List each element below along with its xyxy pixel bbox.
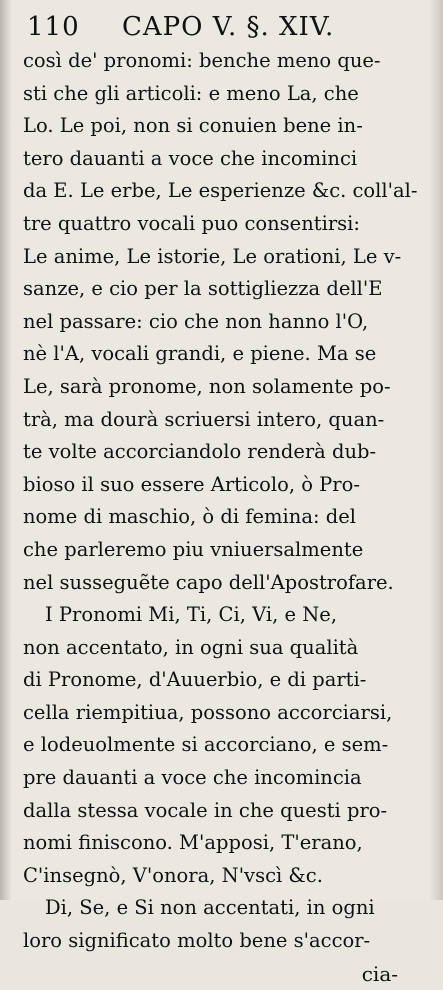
paragraph-start-line: I Pronomi Mi, Ti, Ci, Vi, e Ne, [45, 603, 338, 627]
text-line: sti che gli articoli: e meno La, che [23, 81, 359, 105]
text-line: da E. Le erbe, Le esperienze &c. coll'al- [23, 179, 418, 203]
catchword: cia- [361, 961, 398, 986]
text-line: di Pronome, d'Auuerbio, e di parti- [23, 668, 367, 692]
page-header [0, 8, 443, 48]
text-line: nel passare: cio che non hanno l'O, [23, 309, 369, 333]
text-line: loro significato molto bene s'accor- [23, 929, 371, 953]
text-line: cella riempitiua, possono accorciarsi, [23, 700, 393, 724]
text-line: Lo. Le poi, non si conuien bene in- [23, 114, 363, 138]
text-line: nel susseguẽte capo dell'Apostrofare. [23, 570, 394, 594]
text-line: dalla stessa vocale in che questi pro- [23, 798, 388, 822]
text-line: non accentato, in ogni sua qualità [23, 635, 359, 659]
running-head: CAPO V. §. XIV. [122, 12, 335, 42]
paragraph-start-line: Di, Se, e Si non accentati, in ogni [45, 896, 375, 920]
text-line: C'insegnò, V'onora, N'vscì &c. [23, 863, 323, 887]
page-number: 110 [27, 12, 80, 42]
text-line: sanze, e cio per la sottigliezza dell'E [23, 277, 383, 301]
text-line: così de' pronomi: benche meno que- [23, 49, 381, 72]
text-line: tero dauanti a voce che incominci [23, 146, 358, 170]
text-line: nè l'A, vocali grandi, e piene. Ma se [23, 342, 377, 366]
text-line: Le anime, Le istorie, Le orationi, Le v- [23, 244, 402, 268]
page-body [23, 45, 428, 990]
text-line: e lodeuolmente si accorciano, e sem- [23, 733, 389, 757]
text-line: tre quattro vocali puo consentirsi: [23, 211, 360, 235]
text-line: Le, sarà pronome, non solamente po- [23, 374, 391, 398]
text-line: te volte accorciandolo renderà dub- [23, 440, 377, 464]
text-line: nomi finiscono. M'apposi, T'erano, [23, 831, 363, 855]
text-line: bioso il suo essere Articolo, ò Pro- [23, 472, 360, 496]
text-line: trà, ma dourà scriuersi intero, quan- [23, 407, 385, 431]
text-line: che parleremo piu vniuersalmente [23, 537, 364, 561]
text-line: nome di maschio, ò di femina: del [23, 505, 356, 529]
text-line: pre dauanti a voce che incomincia [23, 766, 362, 790]
